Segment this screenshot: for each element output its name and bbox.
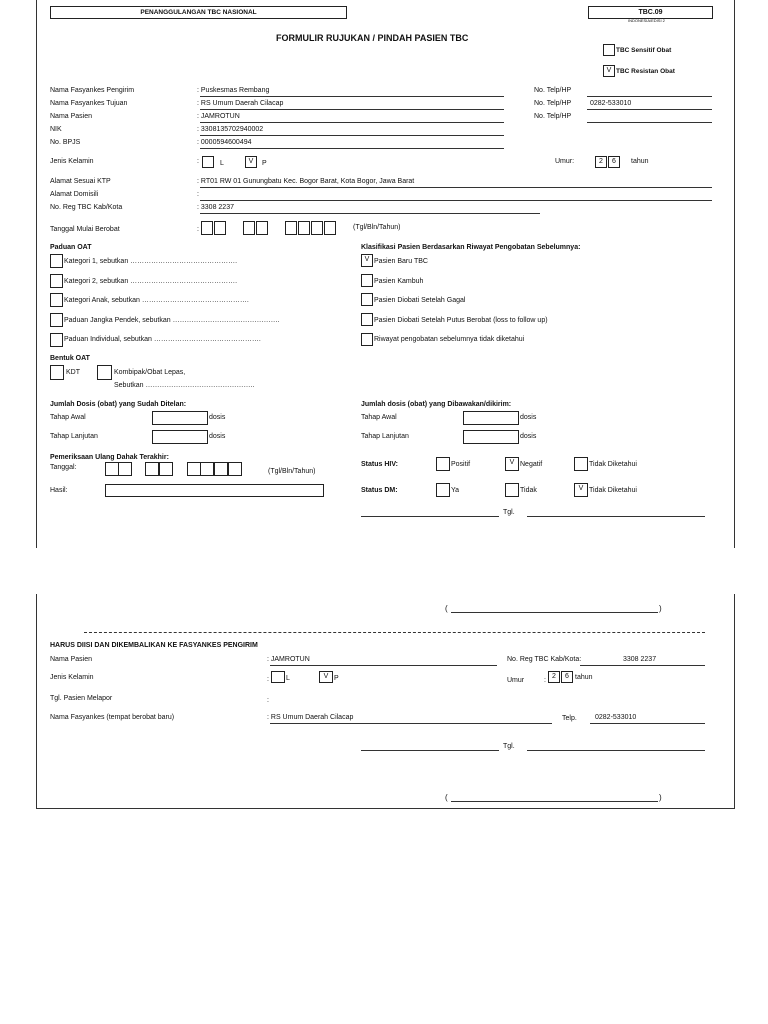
bentuk-title: Bentuk OAT <box>50 355 90 362</box>
hiv-negatif-checkbox[interactable]: V <box>505 457 519 471</box>
klasifikasi-checkbox-1[interactable]: V <box>361 254 373 267</box>
umur-digit-1[interactable]: 2 <box>595 156 607 168</box>
pengirim-underline <box>200 96 504 97</box>
ktp-underline <box>200 187 712 188</box>
dosis-dibawa-lanjutan-field[interactable] <box>463 430 519 444</box>
domisili-value[interactable]: : <box>197 191 199 198</box>
klasifikasi-checkbox-3[interactable] <box>361 293 373 306</box>
dm-tidak-checkbox[interactable] <box>505 483 519 497</box>
dosis-ditelan-lanjutan-unit: dosis <box>209 433 226 440</box>
dosis-ditelan-awal-unit: dosis <box>209 414 226 421</box>
return-umur-label: Umur <box>507 677 525 684</box>
return-fasyankes-underline <box>270 723 552 724</box>
kombipak-checkbox[interactable] <box>97 365 112 380</box>
return-jk-colon: : <box>267 676 269 683</box>
reg-label: No. Reg TBC Kab/Kota <box>50 204 123 211</box>
hiv-tidak-label: Tidak Diketahui <box>589 461 637 468</box>
dahak-month-2[interactable] <box>159 462 173 476</box>
signature-tgl-label: Tgl. <box>503 509 515 516</box>
dahak-tanggal-label: Tanggal: <box>50 464 77 471</box>
pengirim-label: Nama Fasyankes Pengirim <box>50 87 135 94</box>
signature-place-line[interactable] <box>361 516 499 517</box>
mulai-year-4[interactable] <box>324 221 336 235</box>
dosis-ditelan-awal-label: Tahap Awal <box>50 414 86 421</box>
return-reg-value[interactable]: 3308 2237 <box>623 656 657 663</box>
hiv-label: Status HIV: <box>361 461 398 468</box>
dm-ya-label: Ya <box>451 487 460 494</box>
return-jk-l-checkbox[interactable] <box>271 671 285 683</box>
paduan-item-3: Kategori Anak, sebutkan ………………………………………. <box>64 297 249 304</box>
jk-p-checkbox[interactable]: V <box>245 156 257 168</box>
dahak-hasil-label: Hasil: <box>50 487 68 494</box>
mulai-year-1[interactable] <box>285 221 297 235</box>
top-sign-name-line[interactable] <box>451 612 658 613</box>
return-signature-tgl-label: Tgl. <box>503 743 515 750</box>
klasifikasi-checkbox-2[interactable] <box>361 274 373 287</box>
jk-label: Jenis Kelamin <box>50 158 94 165</box>
dahak-day-1[interactable] <box>105 462 119 476</box>
return-jk-p-label: P <box>334 675 339 682</box>
kombipak-label: Kombipak/Obat Lepas, <box>114 369 186 376</box>
telp2-value[interactable]: 0282-533010 <box>590 100 632 107</box>
ktp-value[interactable]: : RT01 RW 01 Gunungbatu Kec. Bogor Barat, Kota Bogor, Jawa Barat <box>197 178 415 185</box>
dosis-dibawa-lanjutan-label: Tahap Lanjutan <box>361 433 409 440</box>
hiv-tidak-checkbox[interactable] <box>574 457 588 471</box>
dahak-year-3[interactable] <box>214 462 228 476</box>
top-sign-open: ( <box>445 604 448 613</box>
klasifikasi-checkbox-4[interactable] <box>361 313 373 326</box>
kombipak-sebutkan: Sebutkan ……………………………………….. <box>114 382 255 389</box>
nik-value[interactable]: : 3308135702940002 <box>197 126 264 133</box>
hiv-positif-checkbox[interactable] <box>436 457 450 471</box>
tbc-sensitif-checkbox[interactable] <box>603 44 615 56</box>
paduan-checkbox-4[interactable] <box>50 313 63 327</box>
cut-line <box>84 632 705 633</box>
dahak-date-hint: (Tgl/Bln/Tahun) <box>268 468 316 475</box>
dahak-year-4[interactable] <box>228 462 242 476</box>
kdt-label: KDT <box>66 369 80 376</box>
paduan-item-5: Paduan Individual, sebutkan ………………………………………. <box>64 336 261 343</box>
dosis-ditelan-title: Jumlah Dosis (obat) yang Sudah Ditelan: <box>50 401 187 408</box>
telp2-field <box>587 109 712 110</box>
kdt-checkbox[interactable] <box>50 365 64 380</box>
mulai-colon: : <box>197 226 199 233</box>
mulai-day-1[interactable] <box>201 221 213 235</box>
return-jk-p-checkbox[interactable]: V <box>319 671 333 683</box>
return-sign-close: ) <box>659 793 662 802</box>
klasifikasi-item-5: Riwayat pengobatan sebelumnya tidak diketahui <box>374 336 525 343</box>
tujuan-underline <box>200 109 504 110</box>
paduan-item-4: Paduan Jangka Pendek, sebutkan ………………………………………. <box>64 317 280 324</box>
dm-tidak-tahu-label: Tidak Diketahui <box>589 487 637 494</box>
paduan-checkbox-2[interactable] <box>50 274 63 288</box>
return-sign-name-line[interactable] <box>451 801 658 802</box>
reg-value[interactable]: : 3308 2237 <box>197 204 234 211</box>
dosis-ditelan-lanjutan-field[interactable] <box>152 430 208 444</box>
dosis-dibawa-lanjutan-unit: dosis <box>520 433 537 440</box>
return-title: HARUS DIISI DAN DIKEMBALIKAN KE FASYANKES PENGIRIM <box>50 642 258 649</box>
dahak-year-1[interactable] <box>187 462 201 476</box>
return-pasien-underline <box>270 665 497 666</box>
telp3-label: No. Telp/HP <box>534 113 572 120</box>
domisili-underline <box>200 200 712 201</box>
dosis-ditelan-awal-field[interactable] <box>152 411 208 425</box>
return-jk-label: Jenis Kelamin <box>50 674 94 681</box>
return-telp-value[interactable]: 0282-533010 <box>595 714 637 721</box>
umur-unit: tahun <box>631 158 649 165</box>
tujuan-value[interactable]: : RS Umum Daerah Cilacap <box>197 100 284 107</box>
form-title: FORMULIR RUJUKAN / PINDAH PASIEN TBC <box>276 33 469 43</box>
tujuan-label: Nama Fasyankes Tujuan <box>50 100 128 107</box>
return-fasyankes-label: Nama Fasyankes (tempat berobat baru) <box>50 714 175 721</box>
klasifikasi-item-4: Pasien Diobati Setelah Putus Berobat (loss to follow up) <box>374 317 548 324</box>
klasifikasi-item-1: Pasien Baru TBC <box>374 258 428 265</box>
bpjs-label: No. BPJS <box>50 139 81 146</box>
return-fasyankes-value[interactable]: : RS Umum Daerah Cilacap <box>267 714 354 721</box>
paduan-checkbox-3[interactable] <box>50 293 63 307</box>
dahak-hasil-field[interactable] <box>105 484 324 497</box>
telp1-label: No. Telp/HP <box>534 87 572 94</box>
return-reg-underline <box>580 665 705 666</box>
form-code: TBC.09 <box>638 9 663 16</box>
return-telp-underline <box>590 723 705 724</box>
klasifikasi-item-3: Pasien Diobati Setelah Gagal <box>374 297 466 304</box>
dahak-day-2[interactable] <box>118 462 132 476</box>
return-tgl-lapor-label: Tgl. Pasien Melapor <box>50 695 113 702</box>
pasien-label: Nama Pasien <box>50 113 93 120</box>
dahak-title: Pemeriksaan Ulang Dahak Terakhir: <box>50 454 169 461</box>
return-umur-colon: : <box>544 677 546 684</box>
return-umur-digit-1[interactable]: 2 <box>548 671 560 683</box>
return-jk-l-label: L <box>286 675 290 682</box>
return-sign-open: ( <box>445 793 448 802</box>
nik-label: NIK <box>50 126 62 133</box>
return-tgl-lapor-value[interactable]: : <box>267 697 269 704</box>
program-title: PENANGGULANGAN TBC NASIONAL <box>140 9 257 16</box>
tbc-resistan-checkbox[interactable]: V <box>603 65 615 77</box>
dosis-dibawa-awal-label: Tahap Awal <box>361 414 397 421</box>
paduan-checkbox-5[interactable] <box>50 333 63 347</box>
mulai-year-3[interactable] <box>311 221 323 235</box>
mulai-month-2[interactable] <box>256 221 268 235</box>
form-edition: INDONESIA/EDISI 2 <box>628 18 665 23</box>
umur-digit-2[interactable]: 6 <box>608 156 620 168</box>
tbc-resistan-label: TBC Resistan Obat <box>616 68 675 75</box>
klasifikasi-title: Klasifikasi Pasien Berdasarkan Riwayat Pengobatan Sebelumnya: <box>361 244 581 251</box>
jk-l-checkbox[interactable] <box>202 156 214 168</box>
pengirim-value[interactable]: : Puskesmas Rembang <box>197 87 270 94</box>
mulai-month-1[interactable] <box>243 221 255 235</box>
dahak-month-1[interactable] <box>145 462 159 476</box>
dm-tidak-tahu-checkbox[interactable]: V <box>574 483 588 497</box>
telp1-field[interactable] <box>587 96 712 97</box>
form-bottom-section <box>36 594 735 809</box>
return-signature-place-line[interactable] <box>361 750 499 751</box>
return-telp-label: Telp. <box>562 715 577 722</box>
dosis-dibawa-awal-field[interactable] <box>463 411 519 425</box>
dahak-year-2[interactable] <box>200 462 214 476</box>
dm-label: Status DM: <box>361 487 398 494</box>
mulai-label: Tanggal Mulai Berobat <box>50 226 120 233</box>
pasien-value[interactable]: : JAMROTUN <box>197 113 240 120</box>
telp2-label: No. Telp/HP <box>534 100 572 107</box>
hiv-negatif-label: Negatif <box>520 461 543 468</box>
mulai-date-hint: (Tgl/Bln/Tahun) <box>353 224 401 231</box>
return-pasien-label: Nama Pasien <box>50 656 93 663</box>
paduan-title: Paduan OAT <box>50 244 92 251</box>
dosis-dibawa-awal-unit: dosis <box>520 414 537 421</box>
domisili-label: Alamat Domisili <box>50 191 99 198</box>
return-pasien-value[interactable]: : JAMROTUN <box>267 656 310 663</box>
nik-underline <box>200 135 504 136</box>
paduan-item-2: Kategori 2, sebutkan ………………………………………. <box>64 278 238 285</box>
dosis-dibawa-title: Jumlah dosis (obat) yang Dibawakan/dikirim: <box>361 401 512 408</box>
mulai-day-2[interactable] <box>214 221 226 235</box>
top-sign-close: ) <box>659 604 662 613</box>
program-header-box <box>50 6 347 19</box>
mulai-year-2[interactable] <box>298 221 310 235</box>
pasien-underline <box>200 122 504 123</box>
bpjs-value[interactable]: : 0000594600494 <box>197 139 252 146</box>
reg-underline <box>200 213 540 214</box>
jk-l-label: L <box>220 160 224 167</box>
paduan-checkbox-1[interactable] <box>50 254 63 268</box>
return-umur-unit: tahun <box>575 674 593 681</box>
telp3-field[interactable] <box>587 122 712 123</box>
paduan-item-1: Kategori 1, sebutkan ………………………………………. <box>64 258 238 265</box>
return-reg-label: No. Reg TBC Kab/Kota: <box>507 656 582 663</box>
dm-tidak-label: Tidak <box>520 487 537 494</box>
klasifikasi-item-2: Pasien Kambuh <box>374 278 424 285</box>
dm-ya-checkbox[interactable] <box>436 483 450 497</box>
signature-date-line[interactable] <box>527 516 705 517</box>
jk-p-label: P <box>262 160 267 167</box>
umur-label: Umur: <box>555 158 575 165</box>
hiv-positif-label: Positif <box>451 461 471 468</box>
bpjs-underline <box>200 148 504 149</box>
tbc-sensitif-label: TBC Sensitif Obat <box>616 47 672 54</box>
klasifikasi-checkbox-5[interactable] <box>361 333 373 346</box>
return-signature-date-line[interactable] <box>527 750 705 751</box>
return-umur-digit-2[interactable]: 6 <box>561 671 573 683</box>
dosis-ditelan-lanjutan-label: Tahap Lanjutan <box>50 433 98 440</box>
ktp-label: Alamat Sesuai KTP <box>50 178 111 185</box>
jk-colon: : <box>197 158 199 165</box>
